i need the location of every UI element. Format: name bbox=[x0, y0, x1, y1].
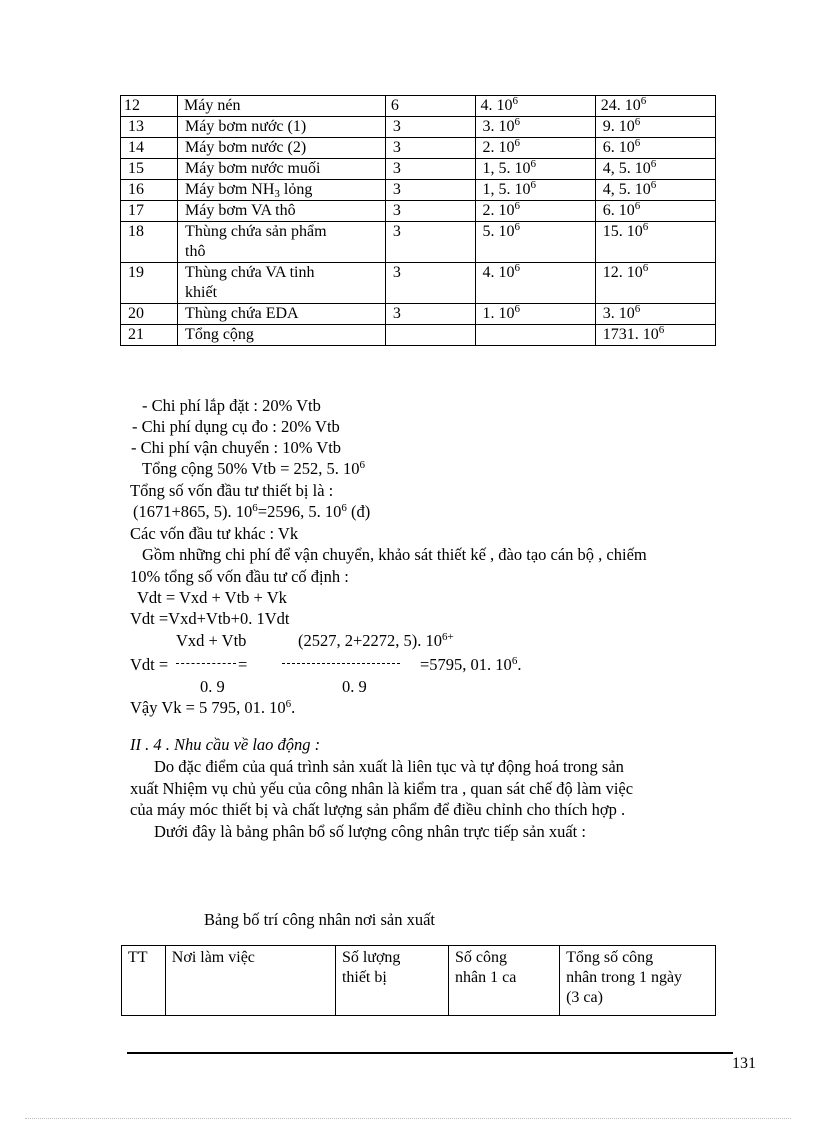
table-row bbox=[121, 263, 716, 304]
cell-price: 2. $10^6$ bbox=[475, 138, 595, 159]
cell-no: 19 bbox=[121, 263, 178, 304]
header-tt: TT bbox=[122, 946, 166, 1016]
table-row bbox=[121, 201, 716, 222]
cell-price: 4. $10^6$ bbox=[475, 263, 595, 304]
table-row bbox=[121, 117, 716, 138]
cell-price: 1, 5. $10^6$ bbox=[475, 180, 595, 201]
cell-name: Máy bơm VA thô bbox=[178, 201, 386, 222]
cell-no: 21 bbox=[121, 325, 178, 346]
header-equipment-qty: Số lượng thiết bị bbox=[335, 946, 448, 1016]
cell-total: 1731. $10^6$ bbox=[595, 325, 715, 346]
cost-measuring-tools: - Chi phí dụng cụ đo : 20% Vtb bbox=[132, 417, 340, 436]
fraction-lhs: Vdt = bbox=[130, 655, 169, 674]
cell-qty: 3 bbox=[385, 180, 475, 201]
cell-price: 4. $10^6$ bbox=[475, 96, 595, 117]
cell-total: 12. $10^6$ bbox=[595, 263, 715, 304]
table-row bbox=[121, 138, 716, 159]
table-title: Bảng bố trí công nhân nơi sản xuất bbox=[204, 910, 435, 929]
paragraph-line: xuất Nhiệm vụ chủ yếu của công nhân là kiểm tra , quan sát chế độ làm việc bbox=[130, 779, 634, 798]
cell-total: 3. $10^6$ bbox=[595, 304, 715, 325]
cell-qty: 6 bbox=[385, 96, 475, 117]
cell-no: 17 bbox=[121, 201, 178, 222]
cell-price bbox=[475, 325, 595, 346]
vk-result: Vậy Vk = 5 795, 01. $10^6$. bbox=[130, 698, 296, 717]
fraction-result: =5795, 01. $10^6$. bbox=[420, 655, 522, 674]
cell-qty: 3 bbox=[385, 263, 475, 304]
equipment-investment-label: Tổng số vốn đầu tư thiết bị là : bbox=[130, 481, 334, 500]
cell-name: Thùng chứa sản phẩm thô bbox=[178, 222, 386, 263]
cell-total: 15. $10^6$ bbox=[595, 222, 715, 263]
cell-name: Máy bơm nước (1) bbox=[178, 117, 386, 138]
cell-name: Máy bơm $NH_3$ lỏng bbox=[178, 180, 386, 201]
other-investment-label: Các vốn đầu tư khác : Vk bbox=[130, 524, 299, 543]
cell-name: Thùng chứa VA tinh khiết bbox=[178, 263, 386, 304]
fraction-equals: = bbox=[238, 655, 248, 674]
cell-qty bbox=[385, 325, 475, 346]
cell-total: 9. $10^6$ bbox=[595, 117, 715, 138]
cell-name: Máy bơm nước (2) bbox=[178, 138, 386, 159]
equipment-investment-value: (1671+865, 5). $10^6=2596$, 5. $10^6$ (đ) bbox=[133, 502, 371, 521]
table-row bbox=[121, 222, 716, 263]
table-row bbox=[121, 180, 716, 201]
page-number: 131 bbox=[732, 1055, 756, 1072]
cell-no: 12 bbox=[121, 96, 178, 117]
cell-no: 14 bbox=[121, 138, 178, 159]
cost-installation: - Chi phí lắp đặt : 20% Vtb bbox=[142, 396, 321, 415]
page-edge bbox=[25, 1118, 791, 1119]
table-row bbox=[121, 96, 716, 117]
cell-total: 6. $10^6$ bbox=[595, 138, 715, 159]
cell-price: 1. $10^6$ bbox=[475, 304, 595, 325]
other-investment-desc-1: Gồm những chi phí để vận chuyển, khảo sát thiết kế , đào tạo cán bộ , chiếm bbox=[142, 545, 647, 564]
fraction-denominator-2: 0. 9 bbox=[342, 677, 367, 696]
cell-no: 18 bbox=[121, 222, 178, 263]
cell-qty: 3 bbox=[385, 159, 475, 180]
cell-price: 1, 5. $10^6$ bbox=[475, 159, 595, 180]
footer-divider bbox=[127, 1052, 733, 1054]
cell-qty: 3 bbox=[385, 201, 475, 222]
cost-transport: - Chi phí vận chuyển : 10% Vtb bbox=[131, 438, 342, 457]
cell-name: Máy nén bbox=[178, 96, 386, 117]
fraction-bar-2 bbox=[282, 663, 400, 664]
cell-name: Máy bơm nước muối bbox=[178, 159, 386, 180]
formula-vdt-2: Vdt =Vxd+Vtb+0. 1Vdt bbox=[130, 609, 290, 628]
header-workers-per-day: Tổng số công nhân trong 1 ngày (3 ca) bbox=[560, 946, 716, 1016]
cell-total: 24. $10^6$ bbox=[595, 96, 715, 117]
fraction-bar-1 bbox=[176, 663, 236, 664]
cell-no: 20 bbox=[121, 304, 178, 325]
table-row bbox=[121, 159, 716, 180]
cell-name: Tổng cộng bbox=[178, 325, 386, 346]
cell-total: 6. $10^6$ bbox=[595, 201, 715, 222]
cell-qty: 3 bbox=[385, 304, 475, 325]
fraction-numerator-1: Vxd + Vtb bbox=[176, 631, 247, 650]
worker-allocation-table bbox=[121, 945, 716, 1016]
cell-price: 5. $10^6$ bbox=[475, 222, 595, 263]
cell-no: 15 bbox=[121, 159, 178, 180]
formula-vdt-1: Vdt = Vxd + Vtb + Vk bbox=[137, 588, 287, 607]
cell-price: 2. $10^6$ bbox=[475, 201, 595, 222]
cell-total: 4, 5. $10^6$ bbox=[595, 159, 715, 180]
cell-no: 16 bbox=[121, 180, 178, 201]
cell-qty: 3 bbox=[385, 117, 475, 138]
cell-name: Thùng chứa EDA bbox=[178, 304, 386, 325]
section-heading: II . 4 . Nhu cầu về lao động : bbox=[130, 735, 321, 754]
paragraph-line: Dưới đây là bảng phân bổ số lượng công nhân trực tiếp sản xuất : bbox=[154, 822, 586, 841]
cell-no: 13 bbox=[121, 117, 178, 138]
cell-total: 4, 5. $10^6$ bbox=[595, 180, 715, 201]
header-workers-per-shift: Số công nhân 1 ca bbox=[449, 946, 560, 1016]
header-workplace: Nơi làm việc bbox=[165, 946, 335, 1016]
equipment-cost-table bbox=[120, 95, 716, 346]
paragraph-line: của máy móc thiết bị và chất lượng sản phẩm để điều chỉnh cho thích hợp . bbox=[130, 800, 626, 819]
cell-qty: 3 bbox=[385, 222, 475, 263]
table-header-row bbox=[122, 946, 716, 1016]
table-row bbox=[121, 304, 716, 325]
fraction-numerator-2: (2527, 2+2272, 5). $10^{6+}$ bbox=[298, 631, 454, 650]
fraction-denominator-1: 0. 9 bbox=[200, 677, 225, 696]
paragraph-line: Do đặc điểm của quá trình sản xuất là liên tục và tự động hoá trong sản bbox=[154, 757, 624, 776]
cost-subtotal: Tổng cộng 50% Vtb = 252, 5. $10^6$ bbox=[142, 459, 366, 478]
other-investment-desc-2: 10% tổng số vốn đầu tư cố định : bbox=[130, 567, 349, 586]
cell-price: 3. $10^6$ bbox=[475, 117, 595, 138]
table-row-total bbox=[121, 325, 716, 346]
cell-qty: 3 bbox=[385, 138, 475, 159]
